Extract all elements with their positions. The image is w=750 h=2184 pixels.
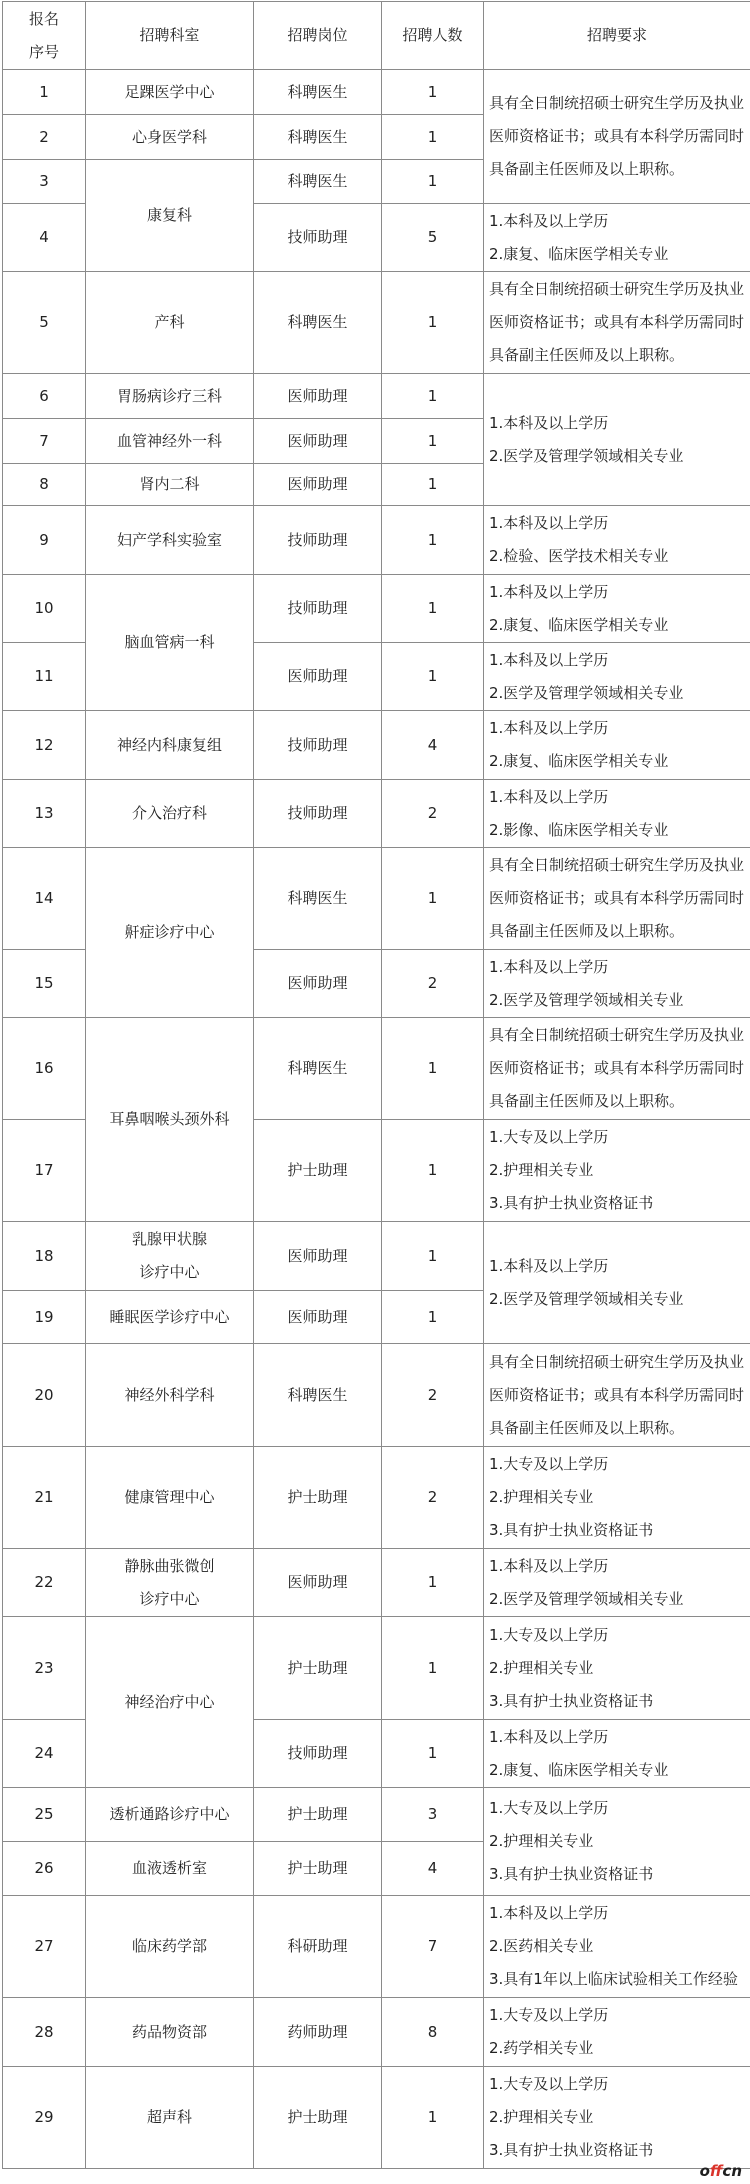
dept-cell: 血管神经外一科 [86, 419, 254, 464]
post-cell: 护士助理 [254, 1120, 382, 1222]
post-cell: 科聘医生 [254, 70, 382, 115]
count-cell: 1 [382, 115, 484, 160]
count-cell: 1 [382, 1291, 484, 1344]
table-row [3, 374, 750, 419]
dept-cell: 临床药学部 [86, 1896, 254, 1998]
count-cell: 1 [382, 1120, 484, 1222]
row-no: 19 [3, 1291, 86, 1344]
requirement-cell: 1.本科及以上学历 2.医学及管理学领域相关专业 [484, 1222, 750, 1344]
requirement-cell: 具有全日制统招硕士研究生学历及执业 医师资格证书；或具有本科学历需同时 具备副主任医师及以上职称。 [484, 70, 750, 204]
count-cell: 4 [382, 711, 484, 780]
row-no: 13 [3, 780, 86, 848]
row-no: 16 [3, 1018, 86, 1120]
count-cell: 1 [382, 1617, 484, 1720]
dept-cell: 静脉曲张微创 诊疗中心 [86, 1549, 254, 1617]
post-cell: 技师助理 [254, 780, 382, 848]
row-no: 24 [3, 1720, 86, 1788]
post-cell: 护士助理 [254, 1842, 382, 1896]
requirement-cell: 具有全日制统招硕士研究生学历及执业 医师资格证书；或具有本科学历需同时 具备副主任医师及以上职称。 [484, 1344, 750, 1447]
dept-cell: 鼾症诊疗中心 [86, 848, 254, 1018]
count-cell: 2 [382, 1447, 484, 1549]
post-cell: 医师助理 [254, 1222, 382, 1291]
count-cell: 1 [382, 1222, 484, 1291]
post-cell: 护士助理 [254, 1447, 382, 1549]
row-no: 11 [3, 643, 86, 711]
dept-cell: 介入治疗科 [86, 780, 254, 848]
table-row [3, 1344, 750, 1447]
row-no: 10 [3, 575, 86, 643]
count-cell: 5 [382, 204, 484, 272]
post-cell: 医师助理 [254, 464, 382, 506]
table-row [3, 575, 750, 643]
count-cell: 1 [382, 575, 484, 643]
table-row [3, 1896, 750, 1998]
dept-cell: 心身医学科 [86, 115, 254, 160]
post-cell: 科聘医生 [254, 272, 382, 374]
count-cell: 1 [382, 643, 484, 711]
row-no: 2 [3, 115, 86, 160]
row-no: 9 [3, 506, 86, 575]
post-cell: 技师助理 [254, 711, 382, 780]
dept-cell: 产科 [86, 272, 254, 374]
count-cell: 1 [382, 1549, 484, 1617]
dept-cell: 神经治疗中心 [86, 1617, 254, 1788]
count-cell: 2 [382, 1344, 484, 1447]
requirement-cell: 1.大专及以上学历 2.护理相关专业 3.具有护士执业资格证书 [484, 1120, 750, 1222]
header-dept: 招聘科室 [86, 2, 254, 70]
requirement-cell: 1.本科及以上学历 2.医学及管理学领域相关专业 [484, 643, 750, 711]
post-cell: 技师助理 [254, 204, 382, 272]
requirement-cell: 1.大专及以上学历 2.护理相关专业 3.具有护士执业资格证书 [484, 1617, 750, 1720]
post-cell: 护士助理 [254, 2067, 382, 2169]
requirement-cell: 1.本科及以上学历 2.检验、医学技术相关专业 [484, 506, 750, 575]
count-cell: 1 [382, 848, 484, 950]
requirement-cell: 1.本科及以上学历 2.康复、临床医学相关专业 [484, 1720, 750, 1788]
count-cell: 7 [382, 1896, 484, 1998]
table-row [3, 1222, 750, 1291]
row-no: 7 [3, 419, 86, 464]
requirement-cell: 1.大专及以上学历 2.护理相关专业 3.具有护士执业资格证书 [484, 1447, 750, 1549]
header-no: 报名 序号 [3, 2, 86, 70]
post-cell: 医师助理 [254, 419, 382, 464]
post-cell: 科聘医生 [254, 1344, 382, 1447]
post-cell: 药师助理 [254, 1998, 382, 2067]
site-watermark: offcn [699, 2162, 742, 2180]
row-no: 26 [3, 1842, 86, 1896]
table-row [3, 1788, 750, 1842]
dept-cell: 神经外科学科 [86, 1344, 254, 1447]
table-row [3, 848, 750, 950]
row-no: 6 [3, 374, 86, 419]
requirement-cell: 具有全日制统招硕士研究生学历及执业 医师资格证书；或具有本科学历需同时 具备副主任医师及以上职称。 [484, 272, 750, 374]
requirement-cell: 1.本科及以上学历 2.医学及管理学领域相关专业 [484, 1549, 750, 1617]
dept-cell: 脑血管病一科 [86, 575, 254, 711]
count-cell: 1 [382, 160, 484, 204]
count-cell: 4 [382, 1842, 484, 1896]
table-header-row [3, 2, 750, 70]
post-cell: 护士助理 [254, 1788, 382, 1842]
post-cell: 护士助理 [254, 1617, 382, 1720]
header-post: 招聘岗位 [254, 2, 382, 70]
header-count: 招聘人数 [382, 2, 484, 70]
count-cell: 1 [382, 1018, 484, 1120]
table-row [3, 2067, 750, 2169]
dept-cell: 睡眠医学诊疗中心 [86, 1291, 254, 1344]
requirement-cell: 1.本科及以上学历 2.康复、临床医学相关专业 [484, 711, 750, 780]
count-cell: 1 [382, 272, 484, 374]
count-cell: 8 [382, 1998, 484, 2067]
row-no: 21 [3, 1447, 86, 1549]
row-no: 20 [3, 1344, 86, 1447]
count-cell: 2 [382, 950, 484, 1018]
count-cell: 1 [382, 2067, 484, 2169]
requirement-cell: 1.大专及以上学历 2.护理相关专业 3.具有护士执业资格证书 [484, 1788, 750, 1896]
table-row [3, 1018, 750, 1120]
dept-cell: 透析通路诊疗中心 [86, 1788, 254, 1842]
count-cell: 3 [382, 1788, 484, 1842]
count-cell: 1 [382, 70, 484, 115]
row-no: 28 [3, 1998, 86, 2067]
row-no: 12 [3, 711, 86, 780]
dept-cell: 康复科 [86, 160, 254, 272]
post-cell: 科聘医生 [254, 160, 382, 204]
post-cell: 技师助理 [254, 1720, 382, 1788]
row-no: 18 [3, 1222, 86, 1291]
count-cell: 1 [382, 464, 484, 506]
dept-cell: 足踝医学中心 [86, 70, 254, 115]
requirement-cell: 1.本科及以上学历 2.康复、临床医学相关专业 [484, 204, 750, 272]
count-cell: 1 [382, 506, 484, 575]
post-cell: 科聘医生 [254, 1018, 382, 1120]
table-row [3, 711, 750, 780]
table-row [3, 780, 750, 848]
requirement-cell: 1.本科及以上学历 2.医药相关专业 3.具有1年以上临床试验相关工作经验 [484, 1896, 750, 1998]
header-req: 招聘要求 [484, 2, 750, 70]
row-no: 17 [3, 1120, 86, 1222]
table-row [3, 1447, 750, 1549]
dept-cell: 血液透析室 [86, 1842, 254, 1896]
row-no: 5 [3, 272, 86, 374]
row-no: 14 [3, 848, 86, 950]
count-cell: 1 [382, 1720, 484, 1788]
post-cell: 技师助理 [254, 506, 382, 575]
requirement-cell: 1.本科及以上学历 2.康复、临床医学相关专业 [484, 575, 750, 643]
post-cell: 医师助理 [254, 374, 382, 419]
row-no: 4 [3, 204, 86, 272]
post-cell: 医师助理 [254, 643, 382, 711]
table-row [3, 1617, 750, 1720]
row-no: 29 [3, 2067, 86, 2169]
requirement-cell: 1.本科及以上学历 2.医学及管理学领域相关专业 [484, 950, 750, 1018]
row-no: 3 [3, 160, 86, 204]
table-row [3, 1549, 750, 1617]
dept-cell: 胃肠病诊疗三科 [86, 374, 254, 419]
table-row [3, 506, 750, 575]
dept-cell: 妇产学科实验室 [86, 506, 254, 575]
post-cell: 技师助理 [254, 575, 382, 643]
row-no: 22 [3, 1549, 86, 1617]
requirement-cell: 具有全日制统招硕士研究生学历及执业 医师资格证书；或具有本科学历需同时 具备副主任医师及以上职称。 [484, 1018, 750, 1120]
dept-cell: 健康管理中心 [86, 1447, 254, 1549]
dept-cell: 乳腺甲状腺 诊疗中心 [86, 1222, 254, 1291]
post-cell: 科聘医生 [254, 848, 382, 950]
table-row [3, 70, 750, 115]
table-row [3, 272, 750, 374]
row-no: 15 [3, 950, 86, 1018]
row-no: 8 [3, 464, 86, 506]
post-cell: 科聘医生 [254, 115, 382, 160]
requirement-cell: 1.本科及以上学历 2.影像、临床医学相关专业 [484, 780, 750, 848]
post-cell: 医师助理 [254, 1549, 382, 1617]
post-cell: 医师助理 [254, 950, 382, 1018]
dept-cell: 超声科 [86, 2067, 254, 2169]
requirement-cell: 1.大专及以上学历 2.护理相关专业 3.具有护士执业资格证书 [484, 2067, 750, 2169]
dept-cell: 药品物资部 [86, 1998, 254, 2067]
dept-cell: 神经内科康复组 [86, 711, 254, 780]
requirement-cell: 1.大专及以上学历 2.药学相关专业 [484, 1998, 750, 2067]
row-no: 1 [3, 70, 86, 115]
dept-cell: 耳鼻咽喉头颈外科 [86, 1018, 254, 1222]
post-cell: 医师助理 [254, 1291, 382, 1344]
requirement-cell: 具有全日制统招硕士研究生学历及执业 医师资格证书；或具有本科学历需同时 具备副主任医师及以上职称。 [484, 848, 750, 950]
requirement-cell: 1.本科及以上学历 2.医学及管理学领域相关专业 [484, 374, 750, 506]
count-cell: 1 [382, 374, 484, 419]
row-no: 25 [3, 1788, 86, 1842]
row-no: 27 [3, 1896, 86, 1998]
count-cell: 2 [382, 780, 484, 848]
dept-cell: 肾内二科 [86, 464, 254, 506]
table-row [3, 1998, 750, 2067]
post-cell: 科研助理 [254, 1896, 382, 1998]
row-no: 23 [3, 1617, 86, 1720]
count-cell: 1 [382, 419, 484, 464]
recruitment-table [2, 1, 750, 2169]
